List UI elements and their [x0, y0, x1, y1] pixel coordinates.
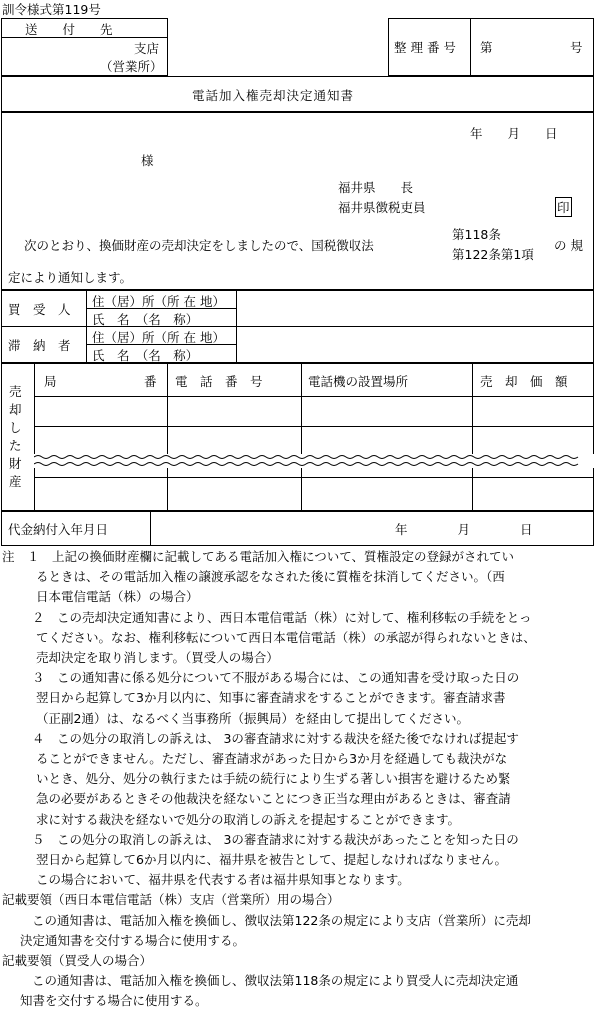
- body-tail: の 規: [554, 238, 583, 253]
- law-article-118: 第118条: [452, 227, 501, 242]
- note-line: 決定通知書を交付する場合に使用する。: [20, 932, 246, 948]
- col-header-station: 局 番: [44, 374, 157, 389]
- note-line: 記載要領（買受人の場合）: [2, 953, 153, 968]
- reference-label: 整 理 番 号: [394, 40, 456, 55]
- form-id: 訓令様式第119号: [2, 2, 101, 17]
- note-line: （正副2通）は、なるべく当事務所（振興局）を経由して提出してください。: [36, 710, 469, 726]
- issuer-officer: 福井県徴税吏員: [338, 200, 426, 215]
- reference-suffix: 号: [570, 40, 583, 55]
- body-line-2: 定により通知します。: [8, 270, 133, 285]
- sender-branch-office: （営業所）: [100, 59, 163, 74]
- note-line: いとき、処分、処分の執行または手続の続行により生ずる著しい損害を避けるため緊: [36, 771, 511, 787]
- law-article-122: 第122条第1項: [452, 247, 534, 262]
- col-header-location: 電話機の設置場所: [308, 374, 409, 389]
- note-line: この場合において、福井県を代表する者は福井県知事となります。: [36, 872, 410, 888]
- note-line: 注 １ 上記の換価財産欄に記載してある電話加入権について、質権設定の登録がされてい: [2, 549, 515, 564]
- note-line: ４ この処分の取消しの訴えは、 3の審査請求に対する裁決を経た後でなければ提起す: [32, 730, 519, 746]
- note-line: 翌日から起算して3か月以内に、知事に審査請求をすることができます。審査請求書: [36, 690, 506, 706]
- note-line: 知書を交付する場合に使用する。: [20, 993, 208, 1009]
- delinquent-label: 滞 納 者: [8, 338, 71, 353]
- body-lead: 次のとおり、換価財産の売却決定をしましたので、国税徴収法: [24, 238, 374, 253]
- issue-date: 年 月 日: [470, 126, 558, 141]
- buyer-name-label: 氏 名 （名 称）: [92, 312, 199, 327]
- omission-break: [34, 454, 594, 468]
- document-title: 電話加入権売却決定通知書: [192, 88, 355, 103]
- sender-branch: 支店: [134, 41, 160, 56]
- sender-header: 送 付 先: [25, 22, 113, 37]
- note-line: 記載要領（西日本電信電話（株）支店（営業所）用の場合）: [2, 892, 340, 908]
- payment-date: 年 月 日: [395, 522, 533, 537]
- col-header-phone: 電 話 番 号: [175, 374, 263, 389]
- payment-label: 代金納付入年月日: [8, 522, 109, 537]
- delinquent-name-label: 氏 名 （名 称）: [92, 348, 199, 363]
- property-label: 売 却 し た 財 産: [9, 384, 22, 489]
- addressee-suffix: 様: [141, 153, 154, 168]
- reference-prefix: 第: [480, 40, 493, 55]
- note-line: ２ この売却決定通知書により、西日本電信電話（株）に対して、権利移転の手続をとっ: [32, 609, 532, 625]
- note-line: てください。なお、権利移転について西日本電信電話（株）の承認が得られないときは、: [36, 629, 536, 645]
- delinquent-address-label: 住（居）所（所 在 地）: [92, 330, 225, 345]
- note-line: 求に対する裁決を経ないで処分の取消しの訴えを提起することができます。: [36, 811, 461, 827]
- col-header-price: 売 却 価 額: [480, 374, 568, 389]
- buyer-address-label: 住（居）所（所 在 地）: [92, 294, 225, 309]
- note-line: 翌日から起算して6か月以内に、福井県を被告として、提起しなければなりません。: [36, 852, 507, 867]
- note-line: るときは、その電話加入権の譲渡承認をなされた後に質権を抹消してください。（西: [36, 569, 505, 585]
- buyer-label: 買 受 人: [8, 302, 71, 317]
- note-line: 急の必要があるときその他裁決を経ないことにつき正当な理由があるときは、審査請: [36, 791, 511, 807]
- issuer-title: 福井県 長: [338, 180, 414, 195]
- note-line: ることができません。ただし、審査請求があった日から3か月を経過しても裁決がな: [36, 751, 508, 766]
- seal-mark: 印: [555, 197, 572, 217]
- note-line: ５ この処分の取消しの訴えは、 3の審査請求に対する裁決があったことを知った日の: [32, 831, 519, 847]
- note-line: 日本電信電話（株）の場合）: [36, 589, 199, 605]
- note-line: この通知書は、電話加入権を換価し、徴収法第122条の規定により支店（営業所）に売却: [32, 912, 531, 928]
- note-line: 売却決定を取り消します。（買受人の場合）: [36, 650, 279, 665]
- note-line: ３ この通知書に係る処分について不服がある場合には、この通知書を受け取った日の: [32, 670, 520, 686]
- note-line: この通知書は、電話加入権を換価し、徴収法第118条の規定により買受人に売却決定通: [32, 973, 519, 989]
